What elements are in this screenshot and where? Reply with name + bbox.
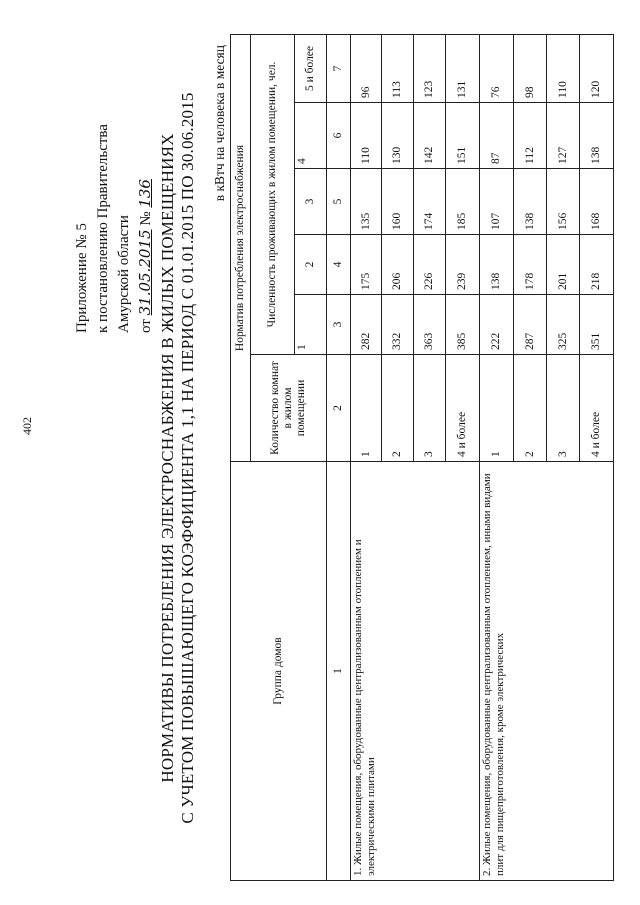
document-sheet (12, 23, 622, 893)
number-prefix: № (138, 211, 154, 226)
value-cell: 107 (480, 169, 514, 235)
rooms-cell: 1 (351, 355, 382, 462)
order-number: 136 (136, 179, 154, 208)
header-group: Группа домов (231, 462, 327, 881)
norms-table (230, 34, 614, 881)
value-cell: 87 (480, 103, 514, 169)
value-cell: 226 (414, 235, 446, 295)
resident-col-4: 4 (295, 103, 327, 169)
value-cell: 363 (414, 295, 446, 355)
group-1-name: 1. Жилые помещения, оборудованные централизованным отоплением и электрическими плитами (351, 462, 480, 881)
value-cell: 201 (547, 235, 580, 295)
value-cell: 156 (547, 169, 580, 235)
value-cell: 325 (547, 295, 580, 355)
value-cell: 127 (547, 103, 580, 169)
table-row (480, 34, 514, 880)
value-cell: 138 (514, 169, 547, 235)
value-cell: 110 (351, 103, 382, 169)
rooms-cell: 4 и более (580, 355, 614, 462)
appendix-block (72, 124, 157, 333)
value-cell: 218 (580, 235, 614, 295)
col-number-4: 4 (327, 235, 351, 295)
value-cell: 142 (414, 103, 446, 169)
value-cell: 175 (351, 235, 382, 295)
order-date: 31.05.2015 (136, 229, 154, 316)
rooms-cell: 3 (414, 355, 446, 462)
value-cell: 131 (446, 34, 480, 102)
page-number: 402 (20, 417, 34, 435)
value-cell: 138 (580, 103, 614, 169)
date-prefix: от (138, 319, 154, 333)
title-line-1: НОРМАТИВЫ ПОТРЕБЛЕНИЯ ЭЛЕКТРОСНАБЖЕНИЯ В ЖИЛЫХ ПОМЕЩЕНИЯХ (158, 133, 177, 783)
col-number-2: 2 (327, 355, 351, 462)
value-cell: 239 (446, 235, 480, 295)
value-cell: 287 (514, 295, 547, 355)
value-cell: 138 (480, 235, 514, 295)
value-cell: 332 (382, 295, 414, 355)
col-number-5: 5 (327, 169, 351, 235)
title-line-2: С УЧЕТОМ ПОВЫШАЮЩЕГО КОЭФФИЦИЕНТА 1,1 НА ПЕРИОД С 01.01.2015 ПО 30.06.2015 (178, 92, 197, 824)
value-cell: 123 (414, 34, 446, 102)
col-number-3: 3 (327, 295, 351, 355)
col-number-6: 6 (327, 103, 351, 169)
group-2-name: 2. Жилые помещения, оборудованные централизованным отоплением, иными видами плит для пищеприготовления, кроме электрических (480, 462, 614, 881)
header-residents: Численность проживающих в жилом помещении, чел. (251, 34, 295, 354)
value-cell: 282 (351, 295, 382, 355)
rooms-cell: 4 и более (446, 355, 480, 462)
value-cell: 178 (514, 235, 547, 295)
col-number-7: 7 (327, 34, 351, 102)
value-cell: 96 (351, 34, 382, 102)
rooms-cell: 2 (382, 355, 414, 462)
resident-col-5: 5 и более (295, 34, 327, 102)
value-cell: 351 (580, 295, 614, 355)
value-cell: 110 (547, 34, 580, 102)
value-cell: 112 (514, 103, 547, 169)
value-cell: 174 (414, 169, 446, 235)
rooms-cell: 3 (547, 355, 580, 462)
rooms-cell: 2 (514, 355, 547, 462)
value-cell: 76 (480, 34, 514, 102)
value-cell: 385 (446, 295, 480, 355)
value-cell: 185 (446, 169, 480, 235)
appendix-date-line (135, 124, 157, 333)
header-norm: Норматив потребления электроснабжения (231, 34, 251, 461)
value-cell: 98 (514, 34, 547, 102)
table-row (351, 34, 382, 880)
appendix-region: Амурской области (116, 215, 132, 333)
document-title (158, 33, 198, 883)
unit-note: в кВтч на человека в месяц (212, 45, 227, 202)
value-cell: 222 (480, 295, 514, 355)
value-cell: 130 (382, 103, 414, 169)
resident-col-1: 1 (295, 295, 327, 355)
value-cell: 151 (446, 103, 480, 169)
resident-col-3: 3 (295, 169, 327, 235)
value-cell: 135 (351, 169, 382, 235)
rooms-cell: 1 (480, 355, 514, 462)
value-cell: 168 (580, 169, 614, 235)
value-cell: 160 (382, 169, 414, 235)
header-rooms: Количество комнат в жилом помещении (251, 355, 327, 462)
value-cell: 206 (382, 235, 414, 295)
appendix-title: Приложение № 5 (74, 223, 90, 333)
appendix-resolution: к постановлению Правительства (95, 124, 111, 333)
value-cell: 120 (580, 34, 614, 102)
resident-col-2: 2 (295, 235, 327, 295)
value-cell: 113 (382, 34, 414, 102)
col-number-1: 1 (327, 462, 351, 881)
